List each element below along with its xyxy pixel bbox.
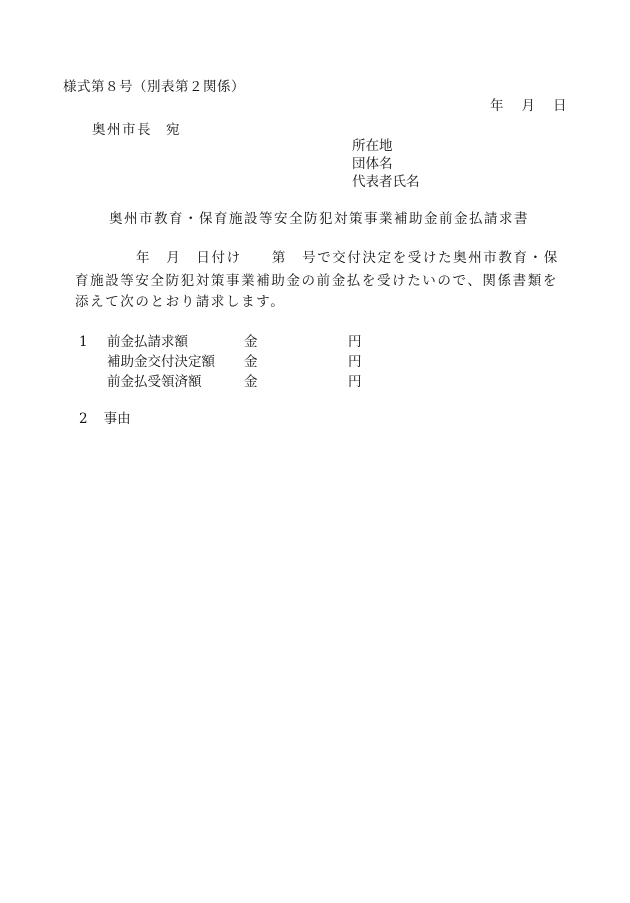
currency-unit: 円	[348, 374, 362, 390]
currency-prefix: 金	[244, 334, 258, 350]
date-year-label: 年	[490, 98, 504, 114]
addressee-name: 奥州市長	[92, 122, 152, 138]
currency-prefix: 金	[244, 374, 258, 390]
item-label: 前金払受領済額	[107, 374, 202, 390]
date-month-label: 月	[521, 98, 535, 114]
body-paragraph-line-3: 添えて次のとおり請求します。	[75, 294, 286, 310]
addressee-suffix: 宛	[166, 122, 181, 138]
applicant-address-label: 所在地	[352, 138, 393, 154]
body-paragraph-line-1: 年 月 日付け 第 号で交付決定を受けた奥州市教育・保	[136, 250, 559, 266]
document-title: 奥州市教育・保育施設等安全防犯対策事業補助金前金払請求書	[109, 211, 529, 227]
section-number: 2	[79, 411, 88, 427]
applicant-organization-label: 団体名	[352, 156, 393, 172]
date-line	[490, 100, 567, 114]
date-day-label: 日	[553, 98, 567, 114]
currency-unit: 円	[348, 334, 362, 350]
item-label: 前金払請求額	[107, 334, 188, 350]
currency-prefix: 金	[244, 354, 258, 370]
section-reason	[79, 413, 131, 427]
applicant-representative-label: 代表者氏名	[352, 174, 420, 190]
currency-unit: 円	[348, 354, 362, 370]
item-label: 補助金交付決定額	[107, 354, 215, 370]
addressee	[92, 124, 181, 138]
section-label: 事由	[103, 411, 131, 427]
item-number: 1	[79, 334, 88, 350]
body-paragraph-line-2: 育施設等安全防犯対策事業補助金の前金払を受けたいので、関係書類を	[75, 273, 558, 289]
form-number: 様式第８号（別表第２関係）	[63, 79, 245, 95]
